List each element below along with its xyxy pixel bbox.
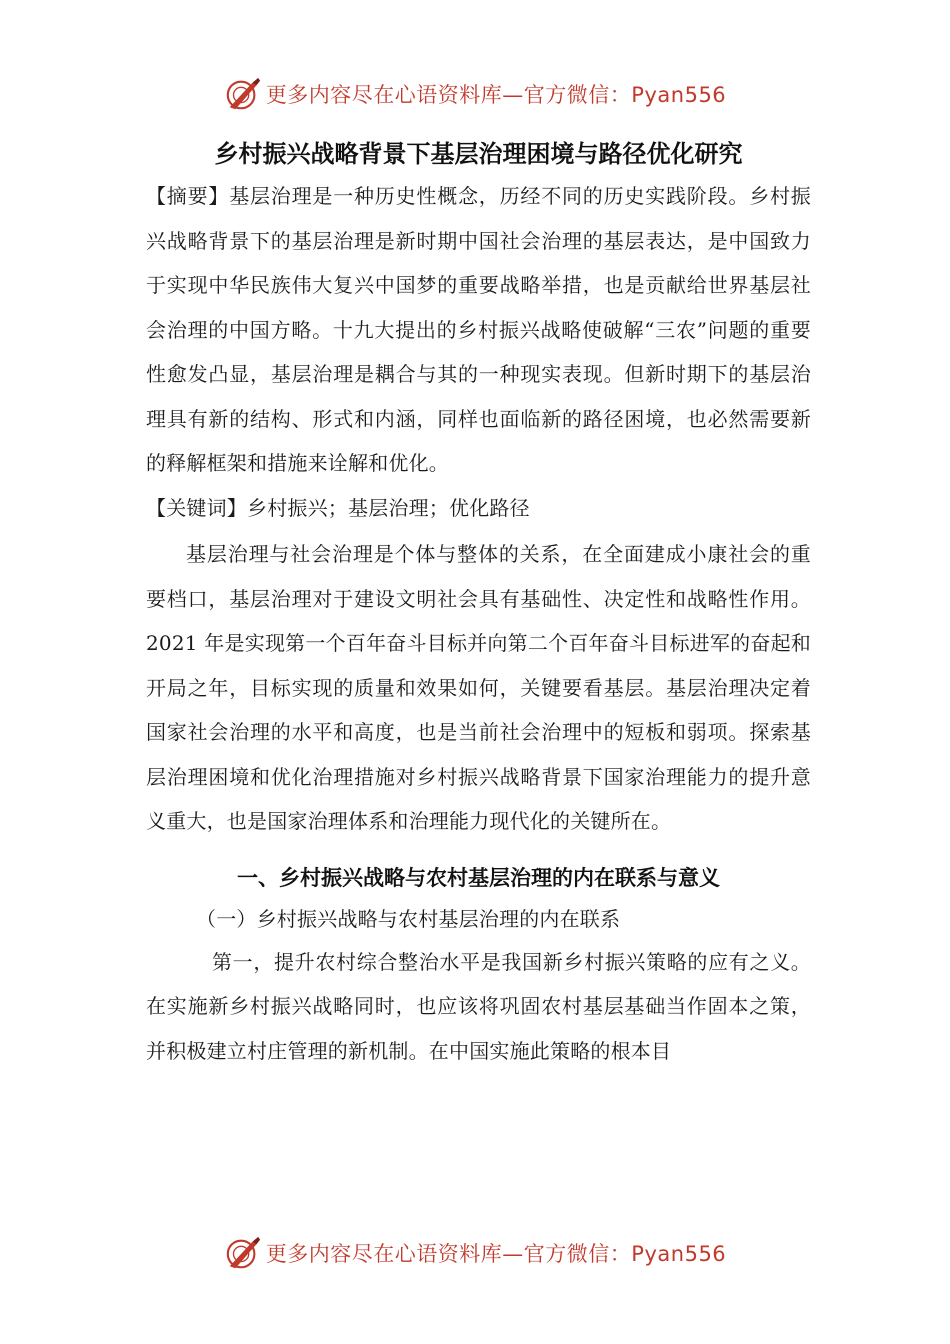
abstract-paragraph: 【摘要】基层治理是一种历史性概念，历经不同的历史实践阶段。乡村振兴战略背景下的基层治理是新时期中国社会治理的基层表达，是中国致力于实现中华民族伟大复兴中国梦的重要战略举措，也是贡献给世界基层社会治理的中国方略。十九大提出的乡村振兴战略使破解“三农”问题的重要性愈发凸显，基层治理是耦合与其的一种现实表现。但新时期下的基层治理具有新的结构、形式和内涵，同样也面临新的路径困境，也必然需要新的释解框架和措施来诠解和优化。	[146, 184, 811, 475]
document-title: 乡村振兴战略背景下基层治理困境与路径优化研究	[214, 140, 743, 168]
subsection-heading: （一）乡村振兴战略与农村基层治理的内在联系	[196, 906, 621, 931]
section-heading: 一、乡村振兴战略与农村基层治理的内在联系与意义	[237, 865, 720, 890]
intro-paragraph: 基层治理与社会治理是个体与整体的关系，在全面建成小康社会的重要档口，基层治理对于建设文明社会具有基础性、决定性和战略性作用。2021 年是实现第一个百年奋斗目标并向第二个百年奋斗目标进军的奋起和开局之年，目标实现的质量和效果如何，关键要看基层。基层治理决定着国家社会治理的水平和高度，也是当前社会治理中的短板和弱项。探索基层治理困境和优化治理措施对乡村振兴战略背景下国家治理能力的提升意义重大，也是国家治理体系和治理能力现代化的关键所在。	[146, 542, 811, 833]
keywords-line: 【关键词】乡村振兴；基层治理；优化路径	[146, 495, 530, 520]
document-body	[146, 134, 811, 1073]
pen-logo-icon	[224, 75, 262, 113]
footer-watermark-banner	[0, 1233, 950, 1273]
watermark-text: 更多内容尽在心语资料库—官方微信：Pyan556	[265, 83, 727, 107]
body-paragraph: 第一，提升农村综合整治水平是我国新乡村振兴策略的应有之义。在实施新乡村振兴战略同时，也应该将巩固农村基层基础当作固本之策，并积极建立村庄管理的新机制。在中国实施此策略的根本目	[146, 949, 811, 1063]
header-watermark-banner	[0, 74, 950, 114]
watermark-text: 更多内容尽在心语资料库—官方微信：Pyan556	[265, 1242, 727, 1266]
pen-logo-icon	[224, 1234, 262, 1272]
